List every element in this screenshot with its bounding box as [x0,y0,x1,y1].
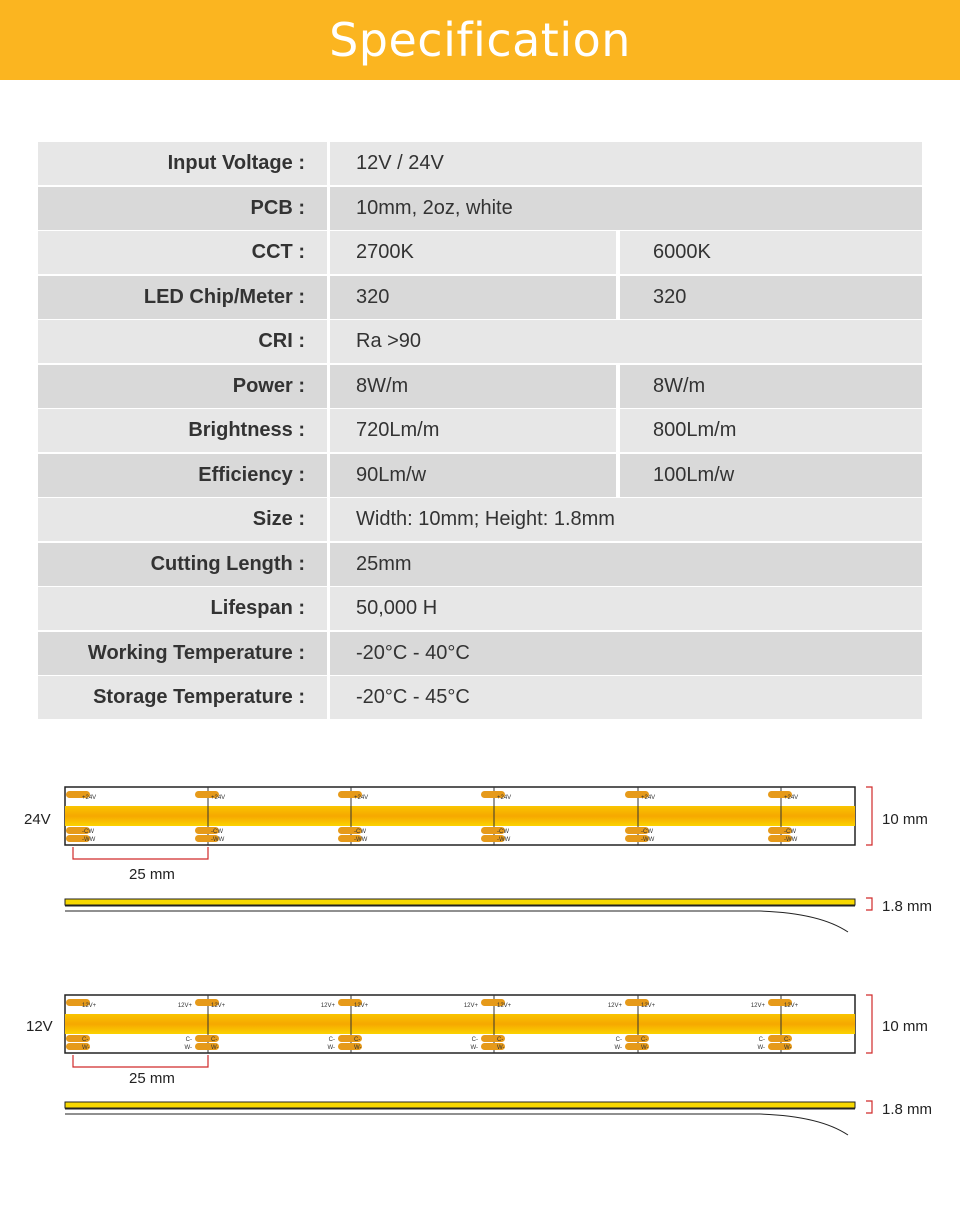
spec-row [38,320,922,363]
pad-label: +24V [641,795,656,801]
pad-label: W- [757,1045,765,1051]
pad-label: C- [497,1037,504,1043]
cut-length-bracket [73,847,208,859]
spec-value: 8W/m [330,365,616,408]
spec-label: Input Voltage : [38,142,327,185]
spec-value: 320 [330,276,616,319]
height-label: 1.8 mm [882,898,933,915]
pad-label: -WW [497,837,511,843]
pad-label: +24V [784,795,799,801]
spec-row [38,142,922,185]
spec-row [38,231,922,274]
pad-label: C- [82,1037,89,1043]
spec-label: Cutting Length : [38,543,327,586]
strip-diagram-12v [0,988,960,1148]
pad-label: 12V+ [82,1003,97,1009]
pad-label: +24V [82,795,97,801]
spec-value-alt: 800Lm/m [620,409,922,452]
pad-label: W- [641,1045,649,1051]
spec-value-alt: 100Lm/w [620,454,922,497]
width-bracket [866,787,872,845]
width-bracket [866,995,872,1053]
height-bracket [866,1101,872,1113]
led-band [65,1014,855,1034]
pad-label: 12V+ [463,1003,478,1009]
spec-value: 90Lm/w [330,454,616,497]
spec-label: LED Chip/Meter : [38,276,327,319]
pad-label: C- [211,1037,218,1043]
pad-label: -CW [82,829,94,835]
pad-label: W- [470,1045,478,1051]
spec-row [38,587,922,630]
pad-label: W- [184,1045,192,1051]
spec-label: Storage Temperature : [38,676,327,719]
pad-label: -CW [497,829,509,835]
strip-drawing [0,988,960,1148]
spec-label: PCB : [38,187,327,230]
spec-row [38,454,922,497]
pad-label: +24V [497,795,512,801]
width-label: 10 mm [882,811,928,828]
pad-label: W- [211,1045,219,1051]
spec-value: 25mm [330,543,922,586]
strip-side-view [65,1102,855,1108]
cut-length-label: 25 mm [129,1070,175,1087]
strip-diagram-24v [0,780,960,940]
spec-row [38,676,922,719]
pad-label: C- [354,1037,361,1043]
pad-label: 12V+ [320,1003,335,1009]
pad-label: W- [614,1045,622,1051]
tape-peel-curve [760,911,848,932]
pad-label: C- [641,1037,648,1043]
pad-label: -CW [354,829,366,835]
pad-label: +24V [354,795,369,801]
spec-label: Size : [38,498,327,541]
spec-value-alt: 6000K [620,231,922,274]
strip-drawing [0,780,960,940]
pad-label: W- [327,1045,335,1051]
spec-value: 720Lm/m [330,409,616,452]
spec-row [38,187,922,230]
pad-label: C- [471,1037,478,1043]
pad-label: C- [615,1037,622,1043]
pad-label: +24V [211,795,226,801]
pad-label: -WW [784,837,798,843]
pad-label: W- [354,1045,362,1051]
spec-value-alt: 8W/m [620,365,922,408]
spec-value: Ra >90 [330,320,922,363]
spec-value: -20°C - 45°C [330,676,922,719]
spec-value: 2700K [330,231,616,274]
pad-label: 12V+ [211,1003,226,1009]
voltage-label: 24V [24,811,51,828]
spec-label: Working Temperature : [38,632,327,675]
header-banner [0,0,960,80]
pad-label: W- [497,1045,505,1051]
pad-label: 12V+ [784,1003,799,1009]
pad-label: -WW [82,837,96,843]
spec-label: CCT : [38,231,327,274]
tape-peel-curve [760,1114,848,1135]
spec-value-alt: 320 [620,276,922,319]
pad-label: 12V+ [177,1003,192,1009]
spec-label: Efficiency : [38,454,327,497]
spec-value: -20°C - 40°C [330,632,922,675]
spec-value: Width: 10mm; Height: 1.8mm [330,498,922,541]
spec-row [38,409,922,452]
spec-row [38,365,922,408]
pad-label: 12V+ [750,1003,765,1009]
cut-length-bracket [73,1055,208,1067]
height-label: 1.8 mm [882,1101,933,1118]
pad-label: -CW [211,829,223,835]
width-label: 10 mm [882,1018,928,1035]
spec-label: CRI : [38,320,327,363]
pad-label: 12V+ [641,1003,656,1009]
pad-label: 12V+ [497,1003,512,1009]
spec-label: Brightness : [38,409,327,452]
pad-label: -WW [211,837,225,843]
pad-label: C- [758,1037,765,1043]
spec-label: Lifespan : [38,587,327,630]
cut-length-label: 25 mm [129,866,175,883]
pad-label: C- [328,1037,335,1043]
spec-row [38,498,922,541]
pad-label: -CW [784,829,796,835]
spec-value: 12V / 24V [330,142,922,185]
voltage-label: 12V [26,1018,53,1035]
pad-label: 12V+ [354,1003,369,1009]
pad-label: W- [82,1045,90,1051]
led-band [65,806,855,826]
strip-side-view [65,899,855,905]
pad-label: C- [784,1037,791,1043]
pad-label: C- [185,1037,192,1043]
pad-label: 12V+ [607,1003,622,1009]
page-title: Specification [329,13,631,67]
height-bracket [866,898,872,910]
pad-label: -WW [641,837,655,843]
spec-row [38,632,922,675]
spec-value: 10mm, 2oz, white [330,187,922,230]
spec-row [38,276,922,319]
pad-label: -CW [641,829,653,835]
spec-label: Power : [38,365,327,408]
spec-value: 50,000 H [330,587,922,630]
spec-row [38,543,922,586]
pad-label: W- [784,1045,792,1051]
pad-label: -WW [354,837,368,843]
